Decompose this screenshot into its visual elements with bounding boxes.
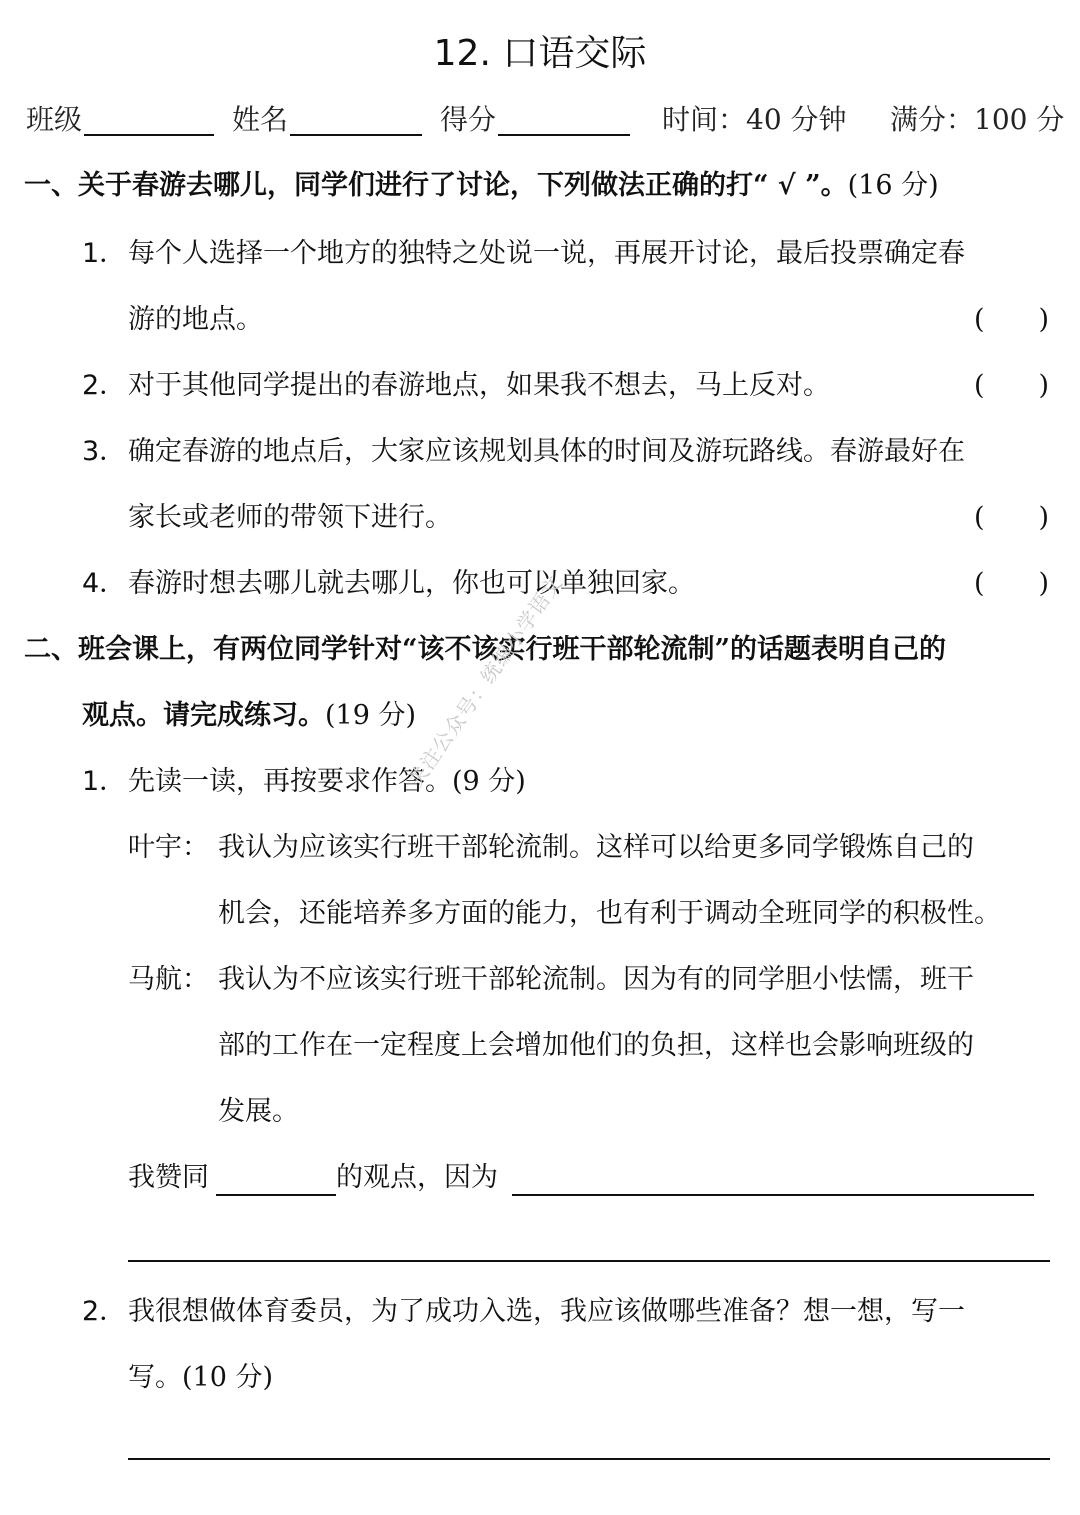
s1-item3-num: 3． xyxy=(82,436,127,467)
speaker-mahang-name: 马航： xyxy=(128,964,209,995)
s1-item3-line2: 家长或老师的带领下进行。 xyxy=(128,502,452,533)
score-label: 得分 xyxy=(440,103,497,136)
section2-heading-line2 xyxy=(82,696,416,736)
s1-item4-answer-bracket[interactable]: ( ) xyxy=(974,568,1050,599)
name-label: 姓名 xyxy=(232,103,289,136)
reason-blank-line2[interactable] xyxy=(128,1260,1050,1262)
section2-heading-text: 观点。请完成练习。 xyxy=(82,700,325,731)
s1-item2-line1: 对于其他同学提出的春游地点，如果我不想去，马上反对。 xyxy=(128,370,830,401)
s1-item4-num: 4． xyxy=(82,568,127,599)
speaker-yeyu-name: 叶宇： xyxy=(128,832,209,863)
s1-item3-line1: 确定春游的地点后，大家应该规划具体的时间及游玩路线。春游最好在 xyxy=(128,436,965,467)
name-field[interactable] xyxy=(290,104,422,136)
answer-middle: 的观点，因为 xyxy=(336,1162,498,1193)
speaker-mahang-line2: 部的工作在一定程度上会增加他们的负担，这样也会影响班级的 xyxy=(218,1030,974,1061)
section1-score: (16 分) xyxy=(847,170,939,201)
s2-q2-line1: 我很想做体育委员，为了成功入选，我应该做哪些准备？想一想，写一 xyxy=(128,1296,965,1327)
watermark: 关注公众号：统编小学语文 xyxy=(403,570,568,792)
speaker-mahang-line3: 发展。 xyxy=(218,1096,299,1127)
s1-item2-answer-bracket[interactable]: ( ) xyxy=(974,370,1050,401)
answer-prefix: 我赞同 xyxy=(128,1162,209,1193)
s1-item2-num: 2． xyxy=(82,370,127,401)
s1-item1-num: 1． xyxy=(82,238,127,269)
q2-answer-blank[interactable] xyxy=(128,1458,1050,1460)
page-title: 12. 口语交际 xyxy=(433,33,647,74)
section1-heading-text: 一、关于春游去哪儿，同学们进行了讨论，下列做法正确的打“ √ ”。 xyxy=(24,170,848,201)
s2-q2-line2: 写。(10 分) xyxy=(128,1362,274,1393)
class-label: 班级 xyxy=(26,103,83,136)
s1-item1-line1: 每个人选择一个地方的独特之处说一说，再展开讨论，最后投票确定春 xyxy=(128,238,965,269)
agree-name-blank[interactable] xyxy=(216,1194,336,1196)
s2-q2-num: 2． xyxy=(82,1296,127,1327)
section2-score: (19 分) xyxy=(325,700,417,731)
reason-blank[interactable] xyxy=(512,1194,1034,1196)
s1-item1-line2: 游的地点。 xyxy=(128,304,263,335)
full-score-info: 满分：100 分 xyxy=(890,103,1065,136)
speaker-yeyu-line1: 我认为应该实行班干部轮流制。这样可以给更多同学锻炼自己的 xyxy=(218,832,974,863)
section2-heading-line1: 二、班会课上，有两位同学针对“该不该实行班干部轮流制”的话题表明自己的 xyxy=(24,634,947,665)
s1-item4-line1: 春游时想去哪儿就去哪儿，你也可以单独回家。 xyxy=(128,568,695,599)
time-info: 时间：40 分钟 xyxy=(662,103,847,136)
s1-item3-answer-bracket[interactable]: ( ) xyxy=(974,502,1050,533)
score-field[interactable] xyxy=(498,104,630,136)
speaker-mahang-line1: 我认为不应该实行班干部轮流制。因为有的同学胆小怯懦，班干 xyxy=(218,964,974,995)
section1-heading xyxy=(24,166,939,206)
s2-q1-text: 先读一读，再按要求作答。(9 分) xyxy=(128,766,526,797)
speaker-yeyu-line2: 机会，还能培养多方面的能力，也有利于调动全班同学的积极性。 xyxy=(218,898,1001,929)
s2-q1-num: 1． xyxy=(82,766,127,797)
class-field[interactable] xyxy=(84,104,214,136)
s1-item1-answer-bracket[interactable]: ( ) xyxy=(974,304,1050,335)
